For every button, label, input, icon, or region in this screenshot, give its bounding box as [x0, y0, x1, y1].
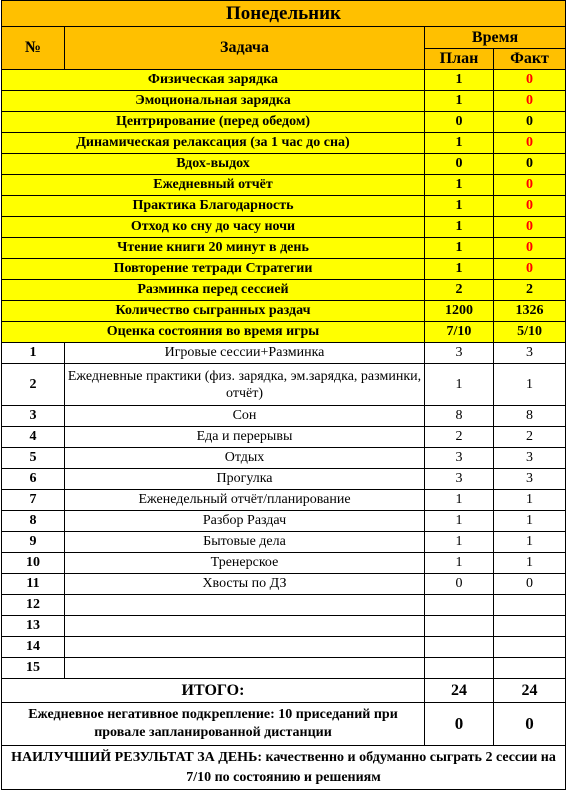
- table-row: [2, 658, 566, 679]
- task-name: [65, 637, 425, 658]
- task-fact: 1: [494, 532, 566, 553]
- best-result-row: [2, 746, 566, 790]
- task-fact: 1: [494, 490, 566, 511]
- task-number: 10: [2, 553, 65, 574]
- task-number: 15: [2, 658, 65, 679]
- negative-plan: 0: [425, 703, 494, 746]
- column-header-num: №: [2, 27, 65, 70]
- task-fact: 1: [494, 553, 566, 574]
- task-plan: 0: [425, 574, 494, 595]
- habit-task: Физическая зарядка: [2, 70, 425, 91]
- habit-task: Практика Благодарность: [2, 196, 425, 217]
- habit-task: Динамическая релаксация (за 1 час до сна): [2, 133, 425, 154]
- negative-reinforcement-row: [2, 703, 566, 746]
- daily-habit-row: [2, 91, 566, 112]
- habit-plan: 0: [425, 112, 494, 133]
- task-plan: 1: [425, 364, 494, 406]
- task-fact: 0: [494, 574, 566, 595]
- habit-task: Повторение тетради Стратегии: [2, 259, 425, 280]
- task-plan: 1: [425, 511, 494, 532]
- task-name: Еда и перерывы: [65, 427, 425, 448]
- task-number: 11: [2, 574, 65, 595]
- table-row: [2, 574, 566, 595]
- task-fact: 3: [494, 469, 566, 490]
- task-number: 4: [2, 427, 65, 448]
- task-number: 1: [2, 343, 65, 364]
- habit-fact: 0: [494, 217, 566, 238]
- task-number: 13: [2, 616, 65, 637]
- habit-fact: 0: [494, 154, 566, 175]
- column-header-fact: Факт: [494, 49, 566, 70]
- best-result-text: НАИЛУЧШИЙ РЕЗУЛЬТАТ ЗА ДЕНЬ: качественно и обдуманно сыграть 2 сессии на 7/10 по состоянию и решениям: [2, 746, 566, 790]
- habit-plan: 2: [425, 280, 494, 301]
- habit-plan: 1: [425, 217, 494, 238]
- task-name: [65, 616, 425, 637]
- task-fact: 1: [494, 364, 566, 406]
- habit-fact: 1326: [494, 301, 566, 322]
- task-name: Разбор Раздач: [65, 511, 425, 532]
- table-row: [2, 343, 566, 364]
- habit-plan: 1200: [425, 301, 494, 322]
- task-plan: [425, 616, 494, 637]
- daily-habit-row: [2, 217, 566, 238]
- total-row: [2, 679, 566, 703]
- table-row: [2, 406, 566, 427]
- task-fact: 8: [494, 406, 566, 427]
- habit-fact: 0: [494, 259, 566, 280]
- task-fact: 2: [494, 427, 566, 448]
- daily-habit-row: [2, 238, 566, 259]
- task-number: 7: [2, 490, 65, 511]
- daily-habit-row: [2, 154, 566, 175]
- negative-fact: 0: [494, 703, 566, 746]
- task-plan: [425, 595, 494, 616]
- task-fact: 3: [494, 343, 566, 364]
- habit-fact: 2: [494, 280, 566, 301]
- habit-fact: 0: [494, 175, 566, 196]
- table-row: [2, 595, 566, 616]
- task-plan: 1: [425, 553, 494, 574]
- task-number: 9: [2, 532, 65, 553]
- task-name: Сон: [65, 406, 425, 427]
- habit-fact: 0: [494, 91, 566, 112]
- table-row: [2, 511, 566, 532]
- task-number: 5: [2, 448, 65, 469]
- task-plan: [425, 658, 494, 679]
- task-name: Хвосты по ДЗ: [65, 574, 425, 595]
- habit-plan: 7/10: [425, 322, 494, 343]
- habit-plan: 1: [425, 70, 494, 91]
- task-plan: [425, 637, 494, 658]
- task-fact: 1: [494, 511, 566, 532]
- habit-task: Вдох-выдох: [2, 154, 425, 175]
- table-row: [2, 469, 566, 490]
- habit-fact: 0: [494, 133, 566, 154]
- task-plan: 2: [425, 427, 494, 448]
- habit-fact: 0: [494, 238, 566, 259]
- table-row: [2, 637, 566, 658]
- table-row: [2, 532, 566, 553]
- task-name: Отдых: [65, 448, 425, 469]
- daily-habit-row: [2, 70, 566, 91]
- task-name: Прогулка: [65, 469, 425, 490]
- daily-habit-row: [2, 301, 566, 322]
- column-header-task: Задача: [65, 27, 425, 70]
- habit-task: Отход ко сну до часу ночи: [2, 217, 425, 238]
- column-header-time: Время: [425, 27, 566, 49]
- task-number: 2: [2, 364, 65, 406]
- table-row: [2, 553, 566, 574]
- task-fact: [494, 658, 566, 679]
- task-name: Игровые сессии+Разминка: [65, 343, 425, 364]
- task-number: 14: [2, 637, 65, 658]
- task-number: 6: [2, 469, 65, 490]
- task-plan: 8: [425, 406, 494, 427]
- table-row: [2, 616, 566, 637]
- total-label: ИТОГО:: [2, 679, 425, 703]
- task-number: 12: [2, 595, 65, 616]
- table-row: [2, 427, 566, 448]
- task-name: Тренерское: [65, 553, 425, 574]
- column-header-plan: План: [425, 49, 494, 70]
- task-plan: 3: [425, 469, 494, 490]
- daily-habit-row: [2, 280, 566, 301]
- habit-task: Чтение книги 20 минут в день: [2, 238, 425, 259]
- task-name: [65, 595, 425, 616]
- task-fact: 3: [494, 448, 566, 469]
- habit-plan: 0: [425, 154, 494, 175]
- habit-task: Ежедневный отчёт: [2, 175, 425, 196]
- task-number: 8: [2, 511, 65, 532]
- schedule-table: [1, 0, 566, 790]
- task-name: [65, 658, 425, 679]
- daily-habit-row: [2, 133, 566, 154]
- negative-reinforcement-label: Ежедневное негативное подкрепление: 10 приседаний при провале запланированной дистанции: [2, 703, 425, 746]
- daily-habit-row: [2, 196, 566, 217]
- task-fact: [494, 616, 566, 637]
- total-fact: 24: [494, 679, 566, 703]
- habit-plan: 1: [425, 238, 494, 259]
- day-title: Понедельник: [2, 1, 566, 27]
- habit-fact: 0: [494, 112, 566, 133]
- task-name: Еженедельный отчёт/планирование: [65, 490, 425, 511]
- task-number: 3: [2, 406, 65, 427]
- daily-habit-row: [2, 112, 566, 133]
- habit-plan: 1: [425, 259, 494, 280]
- table-row: [2, 448, 566, 469]
- task-name: Бытовые дела: [65, 532, 425, 553]
- table-row: [2, 490, 566, 511]
- habit-task: Оценка состояния во время игры: [2, 322, 425, 343]
- task-plan: 1: [425, 490, 494, 511]
- task-plan: 1: [425, 532, 494, 553]
- total-plan: 24: [425, 679, 494, 703]
- task-plan: 3: [425, 448, 494, 469]
- task-plan: 3: [425, 343, 494, 364]
- habit-task: Количество сыгранных раздач: [2, 301, 425, 322]
- task-name: Ежедневные практики (физ. зарядка, эм.зарядка, разминки, отчёт): [65, 364, 425, 406]
- habit-plan: 1: [425, 133, 494, 154]
- habit-plan: 1: [425, 196, 494, 217]
- daily-habit-row: [2, 322, 566, 343]
- habit-task: Разминка перед сессией: [2, 280, 425, 301]
- habit-fact: 0: [494, 196, 566, 217]
- daily-habit-row: [2, 175, 566, 196]
- habit-task: Центрирование (перед обедом): [2, 112, 425, 133]
- habit-fact: 0: [494, 70, 566, 91]
- task-fact: [494, 637, 566, 658]
- habit-plan: 1: [425, 175, 494, 196]
- daily-habit-row: [2, 259, 566, 280]
- table-row: [2, 364, 566, 406]
- habit-plan: 1: [425, 91, 494, 112]
- habit-fact: 5/10: [494, 322, 566, 343]
- habit-task: Эмоциональная зарядка: [2, 91, 425, 112]
- task-fact: [494, 595, 566, 616]
